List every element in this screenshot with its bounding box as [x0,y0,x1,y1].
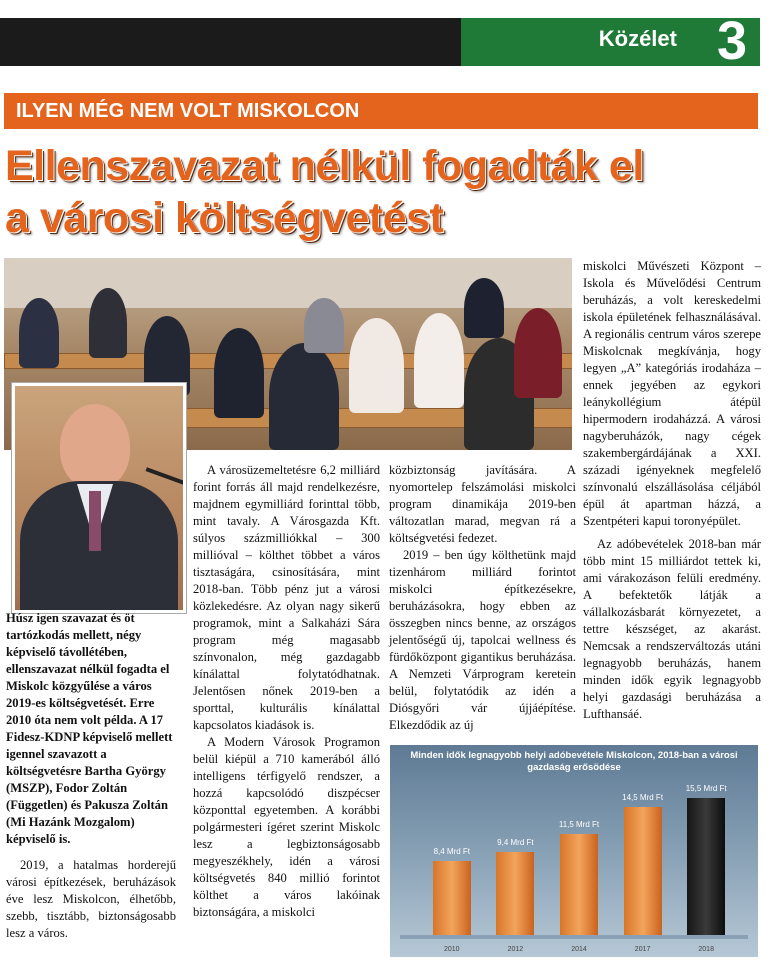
chart-x-tick-label: 2017 [634,946,651,953]
lead-paragraph: Húsz igen szavazat és öt tartózkodás mellett, négy képviselő távollétében, ellenszavazat nélkül fogadta el Miskolc közgyűlése a város 2019-es költségvetését. Erre 2010 óta nem volt példa. A 17 Fidesz-KDNP képviselő mellett igennel szavazott a költségvetésre Bartha György (MSZP), Fodor Zoltán (Független) és Pakusza Zoltán (Mi Hazánk Mozgalom) képviselő is. [6,611,173,846]
chart-data-label: 14,5 Mrd Ft [622,793,664,803]
article-column-2 [193,462,380,921]
chart-x-tick-label: 2014 [571,946,587,953]
header-dark-band [0,18,461,66]
chart-bar-2014 [560,834,598,935]
chart-bar-2010 [433,861,471,935]
article-column-4 [583,258,761,723]
chart-bar-2012 [496,852,534,935]
chart-x-tick-label: 2018 [698,946,714,953]
chart-data-label: 9,4 Mrd Ft [497,838,534,848]
article-column-3 [389,462,576,734]
paragraph: 2019 – ben úgy költhetünk majd tizenhárom milliárd forintot miskolci építkezésekre, beruházásokra, hogy ebben az összegben nincs benne, az országos jelentőségű új, tapolcai wellness és fürdőközpont gigantikus beruházása. A Nemzeti Várprogram keretein belül, folytatódik az idén a Diósgyőri vár újjáépítése. Elkezdődik az új [389,548,576,732]
chart-bar-2017 [624,807,662,935]
paragraph: közbiztonság javítására. A nyomortelep felszámolási miskolci program dinamikája 2019-ben változatlan marad, megvan rá a költségvetési fedezet. [389,463,576,545]
chart-bar-2018 [687,798,725,935]
headline-line-1: Ellenszavazat nélkül fogadták el [5,142,644,190]
section-title: Közélet [598,26,677,51]
chart-data-label: 8,4 Mrd Ft [433,846,471,856]
tax-revenue-chart [390,745,758,957]
lead-body: 2019, a hatalmas horderejű városi építkezések, beruházások éve lesz Miskolcon, élhetőbb, szebb, tisztább, biztonságosabb lesz a város. [6,858,176,940]
headline [5,140,644,244]
page-number: 3 [716,11,747,71]
chart-x-tick-label: 2010 [444,946,460,953]
kicker-bar: ILYEN MÉG NEM VOLT MISKOLCON [4,93,758,129]
paragraph: A városüzemeltetésre 6,2 milliárd forint forrás áll majd rendelkezésre, majdnem egymilliárd forinttal több, mint tavaly. A Városgazda Kft. súlyos százmilliókkal – 300 millióval – költhet többet a város tisztaságára, csinosítására, mint 2018-ban. Több pénz jut a városi közlekedésre. Az olyan nagy sikerű programok, mint a Salkaházi Sára program még magasabb színvonalon, még gazdagabb kínálattal folytatódhatnak. Jelentősen nőnek 2019-ben a sporttal, kulturális kínálattal kapcsolatos kiadások is. [193,463,380,732]
chart-data-label: 11,5 Mrd Ft [558,819,600,829]
chart-floor [400,935,748,939]
chart-title: Minden idők legnagyobb helyi adóbevétele Miskolcon, 2018-ban a városi gazdaság erősödése [410,750,738,773]
paragraph: Az adóbevételek 2018-ban már több mint 15 milliárdot tettek ki, ami várakozáson felüli eredmény. A befektetők látják a vállalkozásbarát környezetet, a tettre készséget, az akarást. Nemcsak a rendszerváltozás utáni legnagyobb beruházás, hanem minden idők egyik legnagyobb helyi gazdasági beruházása a Lufthansáé. [583,537,761,721]
chart-data-label: 15,5 Mrd Ft [685,784,727,794]
portrait-photo [12,383,186,613]
paragraph: miskolci Művészeti Központ – Iskola és Művelődési Centrum beruházás, a volt kereskedelmi iskola épületének felhasználásával. A regionális centrum város szerepe Miskolcnak megkívánja, hogy legyen „A” kategóriás irodaháza – ennek jegyében az egykori leánykollégium átépül hipermodern irodaházzá. A városi nagyberuházók, nagy cégek szakembergárdájának a XXI. századi igényeknek megfelelő színvonalú elszállásolása céljából épül át apartman házzá, a Szentpéteri kapui toronyépület. [583,259,761,528]
headline-line-2: a városi költségvetést [5,194,444,242]
chart-x-tick-label: 2012 [507,946,524,953]
paragraph: A Modern Városok Programon belül kiépül a 710 kamerából álló intelligens térfigyelő rendszer, a hozzá kapcsolódó diszpécser központtal egyetemben. A korábbi polgármesteri ígéret szerint Miskolc lesz a legbiztonságosabb megyeszékhely, idén a városi költségvetés 840 millió forintot költhet a város lakóinak biztonságára, a miskolci [193,735,380,919]
